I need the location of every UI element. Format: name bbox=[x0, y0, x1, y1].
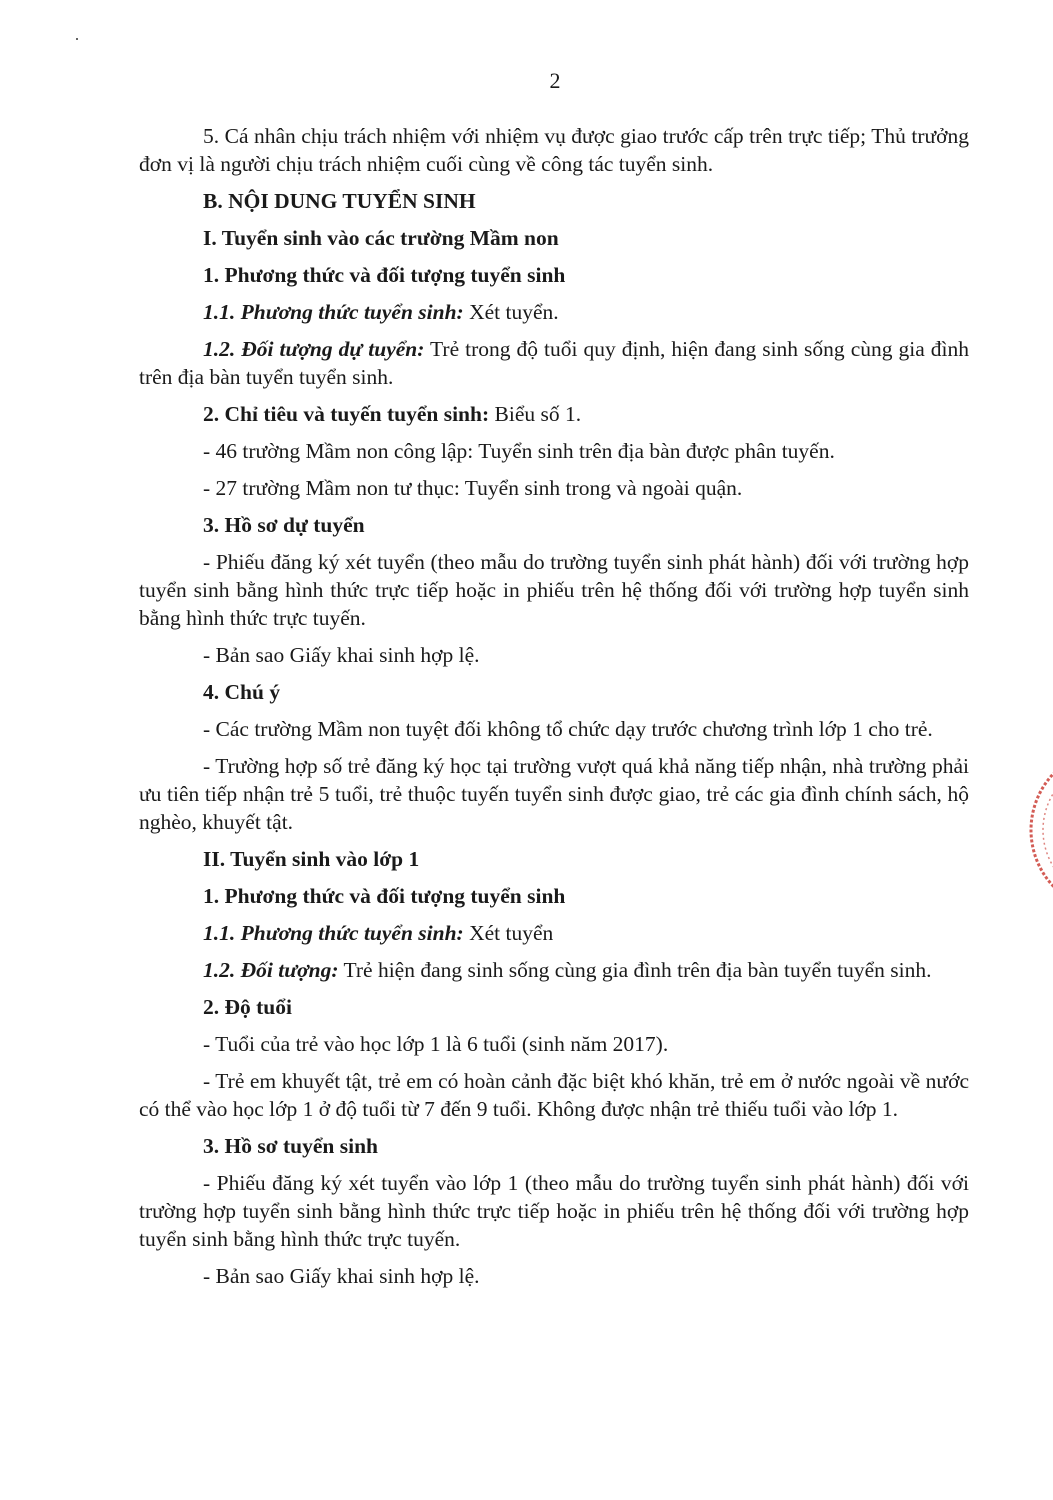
label-grade1-subjects: 1.2. Đối tượng: bbox=[203, 958, 339, 982]
document-body bbox=[139, 122, 969, 1299]
paragraph-quota bbox=[139, 400, 969, 428]
list-item-special-cases: - Trẻ em khuyết tật, trẻ em có hoàn cảnh đặc biệt khó khăn, trẻ em ở nước ngoài về nước có thể vào học lớp 1 ở độ tuổi từ 7 đến 9 tuổi. Không được nhận trẻ thiếu tuổi vào lớp 1. bbox=[139, 1069, 969, 1121]
section-heading-b: B. NỘI DUNG TUYỂN SINH bbox=[203, 189, 476, 213]
heading-preschool-admission: I. Tuyển sinh vào các trường Mầm non bbox=[203, 226, 559, 250]
text-grade1-method: Xét tuyển bbox=[463, 921, 554, 945]
page-number: 2 bbox=[549, 68, 561, 93]
paragraph-grade1-method bbox=[139, 919, 969, 947]
text-method: Xét tuyển. bbox=[463, 300, 559, 324]
list-item-registration-form: - Phiếu đăng ký xét tuyển (theo mẫu do trường tuyển sinh phát hành) đối với trường hợp tuyển sinh bằng hình thức trực tiếp hoặc in phiếu trên hệ thống đối với trường hợp tuyển sinh bằng hình thức trực tuyến. bbox=[139, 550, 969, 630]
paragraph-responsibility: 5. Cá nhân chịu trách nhiệm với nhiệm vụ được giao trước cấp trên trực tiếp; Thủ trưởng đơn vị là người chịu trách nhiệm cuối cùng về công tác tuyển sinh. bbox=[139, 124, 969, 176]
list-item-no-early-teaching: - Các trường Mầm non tuyệt đối không tổ chức dạy trước chương trình lớp 1 cho trẻ. bbox=[203, 717, 933, 741]
list-item-birth-certificate: - Bản sao Giấy khai sinh hợp lệ. bbox=[203, 643, 480, 667]
heading-application-dossier: 3. Hồ sơ dự tuyển bbox=[203, 513, 365, 537]
list-item-priority: - Trường hợp số trẻ đăng ký học tại trường vượt quá khả năng tiếp nhận, nhà trường phải ưu tiên tiếp nhận trẻ 5 tuổi, trẻ thuộc tuyến tuyển sinh được giao, trẻ các gia đình chính sách, hộ nghèo, khuyết tật. bbox=[139, 754, 969, 834]
heading-age: 2. Độ tuổi bbox=[203, 995, 292, 1019]
label-method: 1.1. Phương thức tuyển sinh: bbox=[203, 300, 464, 324]
list-item-grade1-birth-certificate: - Bản sao Giấy khai sinh hợp lệ. bbox=[203, 1264, 480, 1288]
list-item-private-schools: - 27 trường Mầm non tư thục: Tuyển sinh trong và ngoài quận. bbox=[203, 476, 743, 500]
text-quota: Biểu số 1. bbox=[489, 402, 582, 426]
scan-speck bbox=[76, 38, 78, 40]
list-item-public-schools: - 46 trường Mầm non công lập: Tuyển sinh trên địa bàn được phân tuyến. bbox=[203, 439, 835, 463]
list-item-grade1-registration-form: - Phiếu đăng ký xét tuyển vào lớp 1 (theo mẫu do trường tuyển sinh phát hành) đối với trường hợp tuyển sinh bằng hình thức trực tiếp hoặc in phiếu trên hệ thống đối với trường hợp tuyển sinh bằng hình thức trực tuyến. bbox=[139, 1171, 969, 1251]
heading-method-and-subjects: 1. Phương thức và đối tượng tuyển sinh bbox=[203, 263, 566, 287]
text-subjects: Trẻ trong độ tuổi quy định, hiện đang sinh sống cùng gia đình trên địa bàn tuyển tuyển sinh. bbox=[139, 337, 969, 389]
list-item-age-6: - Tuổi của trẻ vào học lớp 1 là 6 tuổi (sinh năm 2017). bbox=[203, 1032, 669, 1056]
label-grade1-method: 1.1. Phương thức tuyển sinh: bbox=[203, 921, 464, 945]
heading-grade1-dossier: 3. Hồ sơ tuyển sinh bbox=[203, 1134, 378, 1158]
label-subjects: 1.2. Đối tượng dự tuyển: bbox=[203, 337, 425, 361]
text-grade1-subjects: Trẻ hiện đang sinh sống cùng gia đình trên địa bàn tuyển tuyển sinh. bbox=[338, 958, 932, 982]
heading-grade1-method-and-subjects: 1. Phương thức và đối tượng tuyển sinh bbox=[203, 884, 566, 908]
paragraph-method bbox=[139, 298, 969, 326]
heading-grade1-admission: II. Tuyển sinh vào lớp 1 bbox=[203, 847, 420, 871]
red-seal-stamp-edge bbox=[1018, 735, 1053, 925]
label-quota: 2. Chỉ tiêu và tuyến tuyển sinh: bbox=[203, 402, 490, 426]
paragraph-subjects bbox=[139, 335, 969, 391]
heading-note: 4. Chú ý bbox=[203, 680, 281, 704]
paragraph-grade1-subjects bbox=[139, 956, 969, 984]
